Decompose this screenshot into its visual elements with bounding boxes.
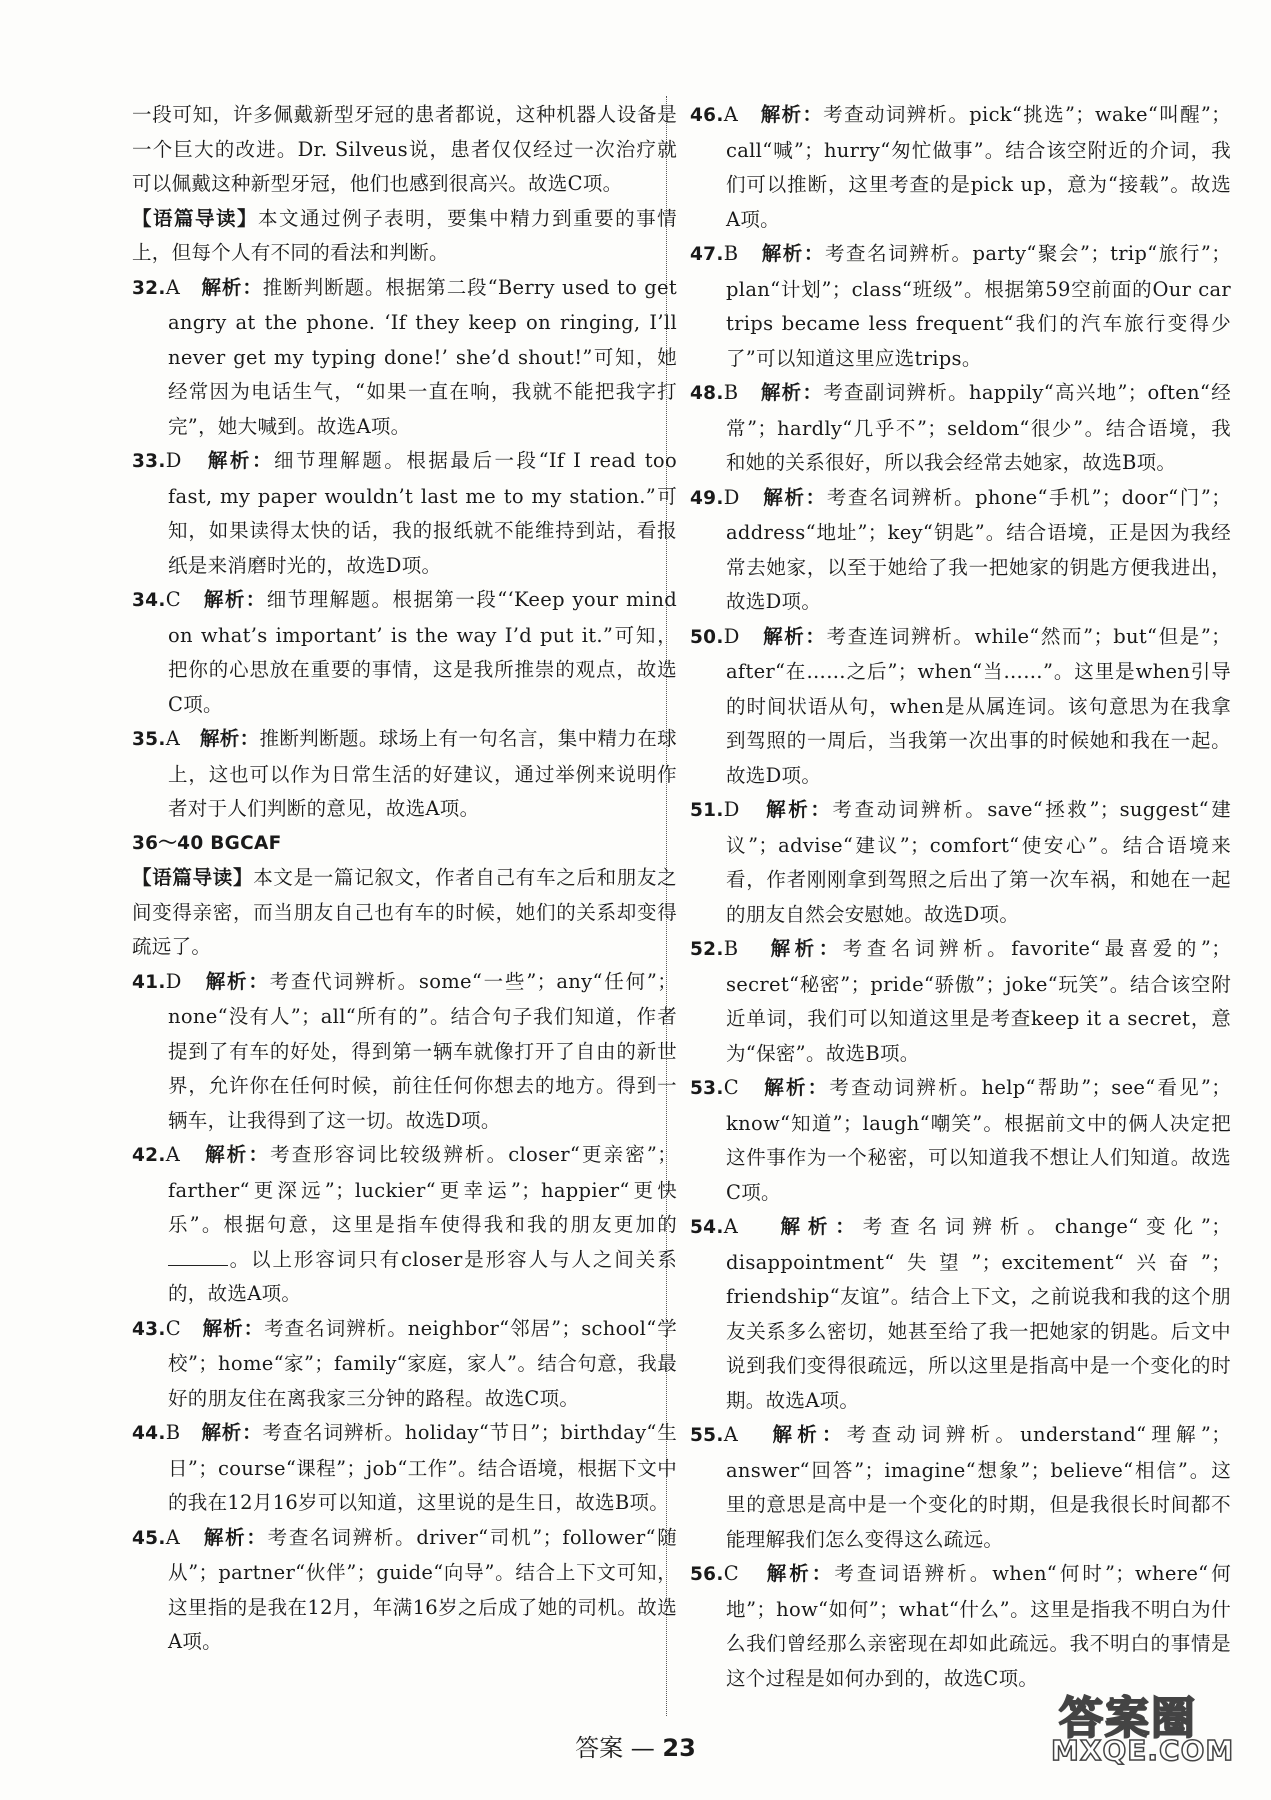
page-number: 23	[662, 1734, 696, 1762]
answer-letter: D	[723, 798, 740, 821]
answer-item-54	[690, 1210, 1231, 1418]
question-number: 45.	[132, 1527, 166, 1549]
question-number: 49.	[690, 487, 724, 509]
answer-item-51	[690, 793, 1231, 932]
question-number: 43.	[132, 1318, 166, 1340]
analysis-text: 考查动词辨析。save“拯救”；suggest“建议”；advise“建议”；comfort“使安心”。结合语境来看，作者刚刚拿到驾照之后出了第一次车祸，和她在一起的朋友自然会安慰她。故选D项。	[726, 798, 1232, 926]
question-number: 42.	[132, 1145, 166, 1166]
answer-range: 36～40 BGCAF	[132, 832, 282, 854]
watermark-text: 答案圈	[1059, 1693, 1197, 1744]
analysis-text-after: 。以上形容词只有closer是形容人与人之间关系的，故选A项。	[168, 1247, 677, 1305]
analysis-text: 考查名词辨析。phone“手机”；door“门”；address“地址”；key“钥匙”。结合语境，正是因为我经常去她家，以至于她给了我一把她家的钥匙方便我进出，故选D项。	[726, 485, 1231, 613]
question-number: 48.	[690, 383, 724, 404]
question-number: 51.	[690, 800, 724, 821]
right-column	[690, 98, 1231, 1696]
question-number: 44.	[132, 1423, 166, 1444]
analysis-text: 考查动词辨析。understand“理解”；answer“回答”；imagine“想象”；believe“相信”。这里的意思是高中是一个变化的时期，但是我很长时间都不能理解我们怎么变得这么疏远。	[726, 1423, 1231, 1551]
analysis-text: 考查动词辨析。pick“挑选”；wake“叫醒”；call“喊”；hurry“匆忙做事”。结合该空附近的介词，我们可以推断，这里考查的是pick up，意为“接载”。故选A项。	[726, 103, 1231, 231]
analysis-label: 解析：	[766, 798, 833, 821]
answer-letter: C	[165, 1316, 181, 1340]
analysis-text: 考查动词辨析。help“帮助”；see“看见”；know“知道”；laugh“嘲笑”。根据前文中的俩人决定把这件事作为一个秘密，可以知道我不想让人们知道。故选C项。	[726, 1076, 1232, 1204]
analysis-text: 考查名词辨析。neighbor“邻居”；school“学校”；home“家”；family“家庭，家人”。结合句意，我最好的朋友住在离我家三分钟的路程。故选C项。	[168, 1316, 677, 1410]
answer-item-41	[132, 965, 677, 1139]
answer-letter: A	[165, 1143, 181, 1166]
analysis-label: 解析：	[763, 485, 827, 509]
analysis-label: 解析：	[201, 1421, 263, 1444]
analysis-label: 解析：	[780, 1215, 863, 1238]
answer-item-45	[132, 1521, 677, 1660]
analysis-label: 解析：	[207, 449, 275, 472]
analysis-label: 解析：	[764, 1076, 830, 1099]
intro-paragraph: 一段可知，许多佩戴新型牙冠的患者都说，这种机器人设备是一个巨大的改进。Dr. Silveus说，患者仅仅经过一次治疗就可以佩戴这种新型牙冠，他们也感到很高兴。故选C项。	[132, 103, 677, 195]
question-number: 54.	[690, 1217, 724, 1238]
answer-list-1	[132, 271, 677, 827]
analysis-label: 解析：	[201, 275, 263, 299]
analysis-label: 解析：	[760, 381, 824, 404]
answer-item-48	[690, 376, 1231, 481]
analysis-label: 解析：	[770, 937, 843, 960]
reading-guide-2	[132, 861, 677, 965]
answer-item-52	[690, 932, 1231, 1071]
analysis-text: 考查形容词比较级辨析。closer“更亲密”；farther“更深远”；luckier“更幸运”；happier“更快乐”。根据句意，这里是指车使得我和我的朋友更加的	[168, 1143, 678, 1236]
question-number: 52.	[690, 939, 724, 960]
question-number: 33.	[132, 451, 166, 472]
guide-text: 本文通过例子表明，要集中精力到重要的事情上，但每个人有不同的看法和判断。	[132, 206, 677, 264]
analysis-text: 考查名词辨析。change“变化”；disappointment“失望”；excitement“兴奋”；friendship“友谊”。结合上下文，之前说我和我的这个朋友关系多么密切，她甚至给了我一把她家的钥匙。后文中说到我们变得很疏远，所以这里是指高中是一个变化的时期。故选A项。	[726, 1215, 1231, 1412]
analysis-label: 解析：	[203, 1525, 268, 1549]
answer-letter: B	[165, 1421, 181, 1444]
analysis-label: 解析：	[199, 727, 260, 750]
question-number: 53.	[690, 1078, 724, 1099]
answer-letter: A	[165, 275, 181, 299]
answer-item-43	[132, 1312, 677, 1417]
fill-blank	[168, 1245, 228, 1266]
footer-prefix: 答案 —	[575, 1734, 663, 1762]
answer-letter: C	[723, 1562, 739, 1585]
question-number: 56.	[690, 1564, 724, 1585]
answer-item-34	[132, 583, 677, 722]
analysis-text: 考查词语辨析。when“何时”；where“何地”；how“如何”；what“什么”。这里是指我不明白为什么我们曾经那么亲密现在却如此疏远。我不明白的事情是这个过程是如何办到的，故选C项。	[726, 1562, 1231, 1690]
analysis-text: 推断判断题。球场上有一句名言，集中精力在球上，这也可以作为日常生活的好建议，通过举例来说明作者对于人们判断的意见，故选A项。	[168, 727, 677, 820]
analysis-text: 考查代词辨析。some“一些”；any“任何”；none“没有人”；all“所有的”。结合句子我们知道，作者提到了有车的好处，得到第一辆车就像打开了自由的新世界，允许你在任何时候，前往任何你想去的地方。得到一辆车，让我得到了这一切。故选D项。	[168, 969, 677, 1132]
analysis-label: 解析：	[761, 242, 825, 265]
guide-text: 本文是一篇记叙文，作者自己有车之后和朋友之间变得亲密，而当朋友自己也有车的时候，她们的关系却变得疏远了。	[132, 866, 677, 958]
answer-letter: A	[165, 727, 181, 750]
answer-item-56	[690, 1557, 1231, 1696]
answer-item-46	[690, 98, 1231, 237]
analysis-text: 考查名词辨析。party“聚会”；trip“旅行”；plan“计划”；class“班级”。根据第59空前面的Our car trips became less frequent“我们的汽车旅行变得少了”可以知道这里应选trips。	[726, 242, 1231, 370]
answer-item-55	[690, 1418, 1231, 1557]
question-number: 47.	[690, 244, 724, 265]
answer-item-53	[690, 1071, 1231, 1210]
analysis-text: 推断判断题。根据第二段“Berry used to get angry at the phone. ‘If they keep on ringing, I’ll never get my typing done!’ she’d shout!”可知，她经常因为电话生气，“如果一直在响，我就不能把我字打完”，她大喊到。故选A项。	[168, 275, 677, 438]
analysis-label: 解析：	[205, 1143, 271, 1166]
analysis-label: 解析：	[205, 969, 270, 993]
analysis-label: 解析：	[203, 588, 267, 611]
analysis-label: 解析：	[202, 1316, 265, 1340]
question-number: 46.	[690, 105, 724, 126]
analysis-label: 解析：	[763, 624, 827, 648]
answer-item-32	[132, 271, 677, 445]
guide-label: 【语篇导读】	[132, 866, 254, 889]
answer-letter: C	[723, 1076, 739, 1099]
answer-letter: A	[723, 1423, 739, 1446]
answer-item-49	[690, 481, 1231, 620]
analysis-text: 考查连词辨析。while“然而”；but“但是”；after“在……之后”；when“当……”。这里是when引导的时间状语从句，when是从属连词。该句意思为在我拿到驾照的一周后，当我第一次出事的时候她和我在一起。故选D项。	[726, 624, 1231, 787]
analysis-text: 考查名词辨析。holiday“节日”；birthday“生日”；course“课程”；job“工作”。结合语境，根据下文中的我在12月16岁可以知道，这里说的是生日，故选B项。	[168, 1421, 677, 1514]
analysis-text: 细节理解题。根据第一段“‘Keep your mind on what’s important’ is the way I’d put it.”可知，把你的心思放在重要的事情，这是我所推崇的观点，故选C项。	[168, 588, 677, 716]
question-number: 32.	[132, 277, 166, 299]
question-number: 50.	[690, 626, 724, 648]
answer-list-2	[132, 965, 677, 1660]
analysis-label: 解析：	[760, 103, 824, 126]
answer-item-42	[132, 1138, 677, 1312]
question-number: 35.	[132, 729, 166, 750]
analysis-text: 考查名词辨析。driver“司机”；follower“随从”；partner“伙伴”；guide“向导”。结合上下文可知，这里指的是我在12月，年满16岁之后成了她的司机。故选A项。	[168, 1525, 678, 1653]
answer-letter: A	[723, 103, 739, 126]
answer-letter: B	[723, 937, 739, 960]
answer-letter: C	[165, 588, 181, 611]
answer-item-35	[132, 722, 677, 827]
answer-letter: B	[723, 242, 739, 265]
analysis-text: 细节理解题。根据最后一段“If I read too fast, my paper wouldn’t last me to my station.”可知，如果读得太快的话，我的报纸就不能维持到站，看报纸是来消磨时光的，故选D项。	[168, 449, 678, 577]
answer-letter: B	[723, 381, 739, 404]
left-column	[132, 98, 677, 1660]
watermark-url: MXQE.COM	[1051, 1734, 1235, 1767]
guide-label: 【语篇导读】	[132, 206, 259, 230]
answer-letter: D	[165, 449, 182, 472]
answer-item-44	[132, 1416, 677, 1521]
answer-letter: A	[723, 1215, 739, 1238]
answer-letter: D	[723, 485, 740, 509]
answer-item-33	[132, 444, 677, 583]
reading-guide-1	[132, 202, 677, 271]
answer-letter: A	[165, 1525, 181, 1549]
answer-letter: D	[165, 969, 182, 993]
analysis-text: 考查名词辨析。favorite“最喜爱的”；secret“秘密”；pride“骄傲”；joke“玩笑”。结合该空附近单词，我们可以知道这里是考查keep it a secret，意为“保密”。故选B项。	[726, 937, 1231, 1065]
question-number: 34.	[132, 590, 166, 611]
analysis-label: 解析：	[766, 1562, 835, 1585]
answer-item-47	[690, 237, 1231, 376]
question-number: 55.	[690, 1425, 724, 1446]
watermark-logo	[1051, 1682, 1241, 1772]
analysis-label: 解析：	[772, 1423, 847, 1446]
answer-item-50	[690, 620, 1231, 794]
analysis-text: 考查副词辨析。happily“高兴地”；often“经常”；hardly“几乎不”；seldom“很少”。结合语境，我和她的关系很好，所以我会经常去她家，故选B项。	[726, 381, 1231, 474]
question-number: 41.	[132, 971, 166, 993]
answer-letter: D	[723, 624, 740, 648]
